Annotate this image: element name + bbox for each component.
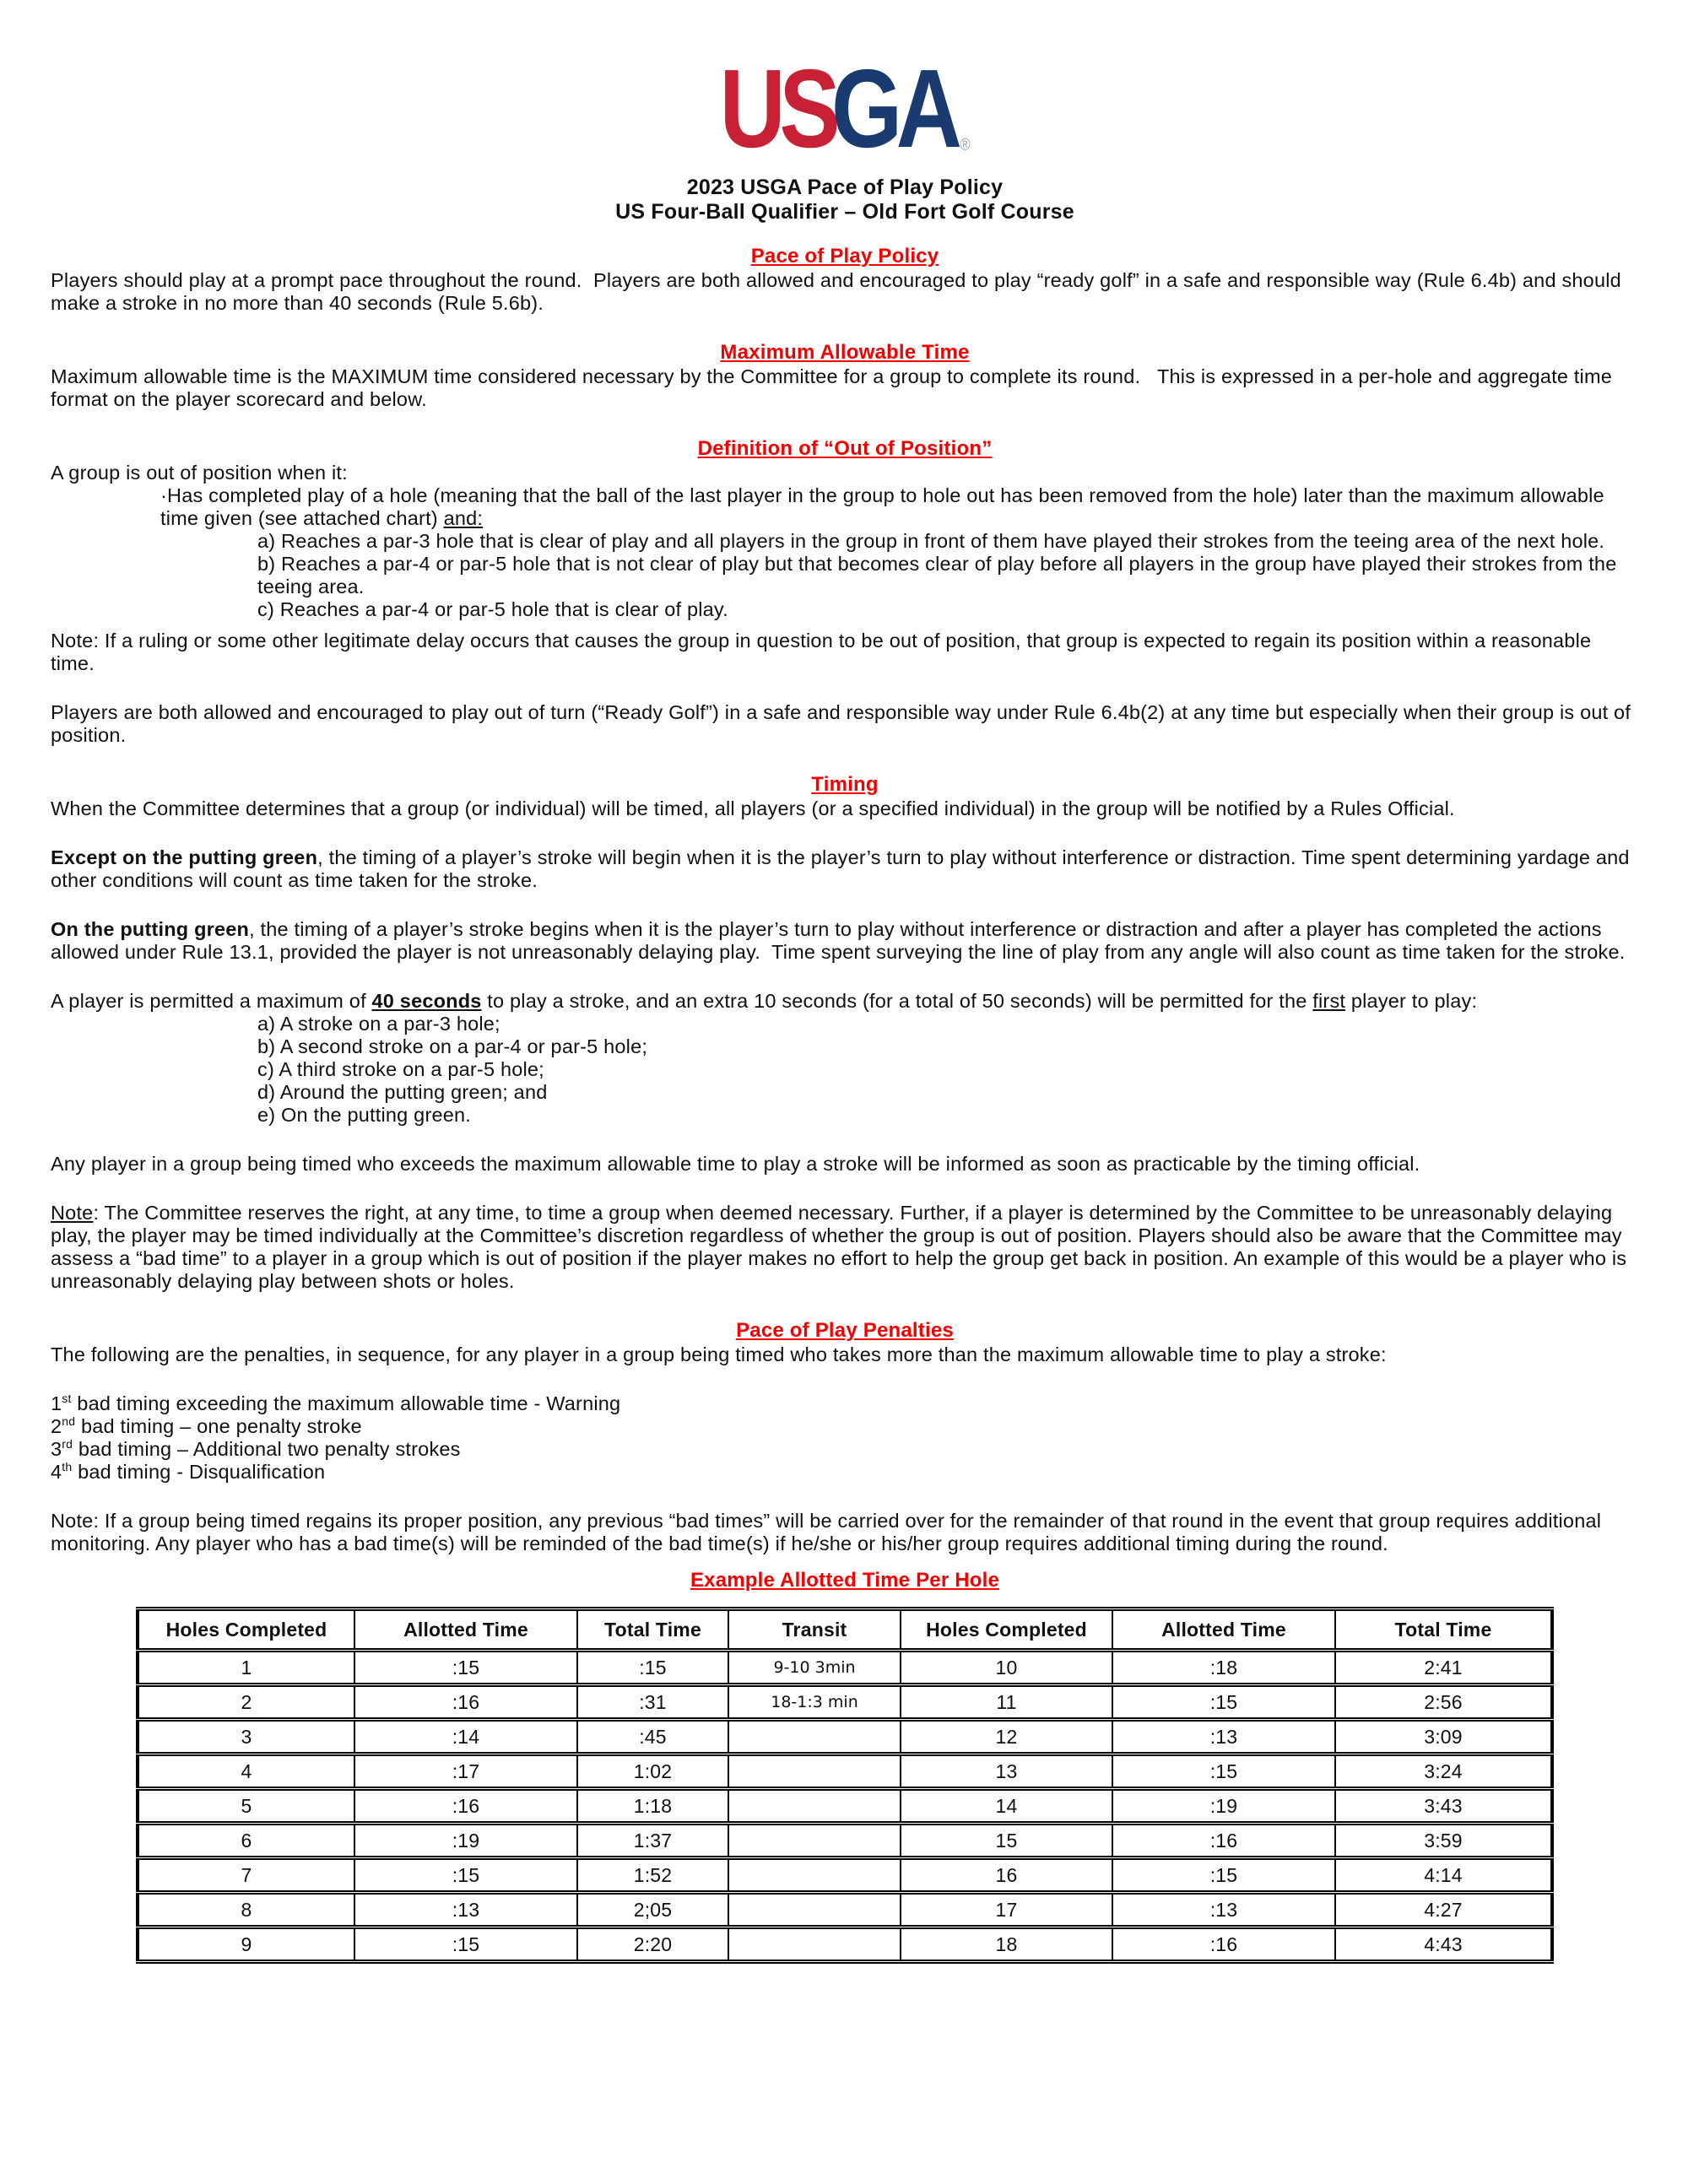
page-subtitle: US Four-Ball Qualifier – Old Fort Golf Course <box>615 200 1074 224</box>
heading-maximum-allowable-time: Maximum Allowable Time <box>720 341 970 364</box>
except-green-rest: , the timing of a player’s stroke will begin when it is the player’s turn to play without interference or distraction. Time spent determining yardage and other conditions will count as time taken for the stroke. <box>51 846 1636 891</box>
on-green-lead: On the putting green <box>51 918 250 940</box>
table-cell: 3:24 <box>1335 1754 1552 1789</box>
table-row <box>138 1789 1552 1824</box>
table-cell: 1:18 <box>577 1789 728 1824</box>
penalties-intro: The following are the penalties, in sequence, for any player in a group being timed who takes more than the maximum allowable time to play a stroke: <box>51 1343 1387 1365</box>
table-cell: 3 <box>138 1720 354 1754</box>
table-cell: 2:41 <box>1335 1651 1552 1685</box>
allotted-time-table <box>136 1607 1554 1964</box>
table-cell: 4 <box>138 1754 354 1789</box>
table-row <box>138 1927 1552 1962</box>
table-cell: :13 <box>1112 1720 1335 1754</box>
timing-item-d: d) Around the putting green; and <box>257 1081 548 1103</box>
col-header-total-time: Total Time <box>577 1609 728 1651</box>
table-cell: 9-10 3min <box>728 1651 901 1685</box>
table-cell: :31 <box>577 1685 728 1720</box>
penalty-text: bad timing exceeding the maximum allowable time - Warning <box>71 1392 621 1414</box>
penalty-number: 1 <box>51 1392 62 1414</box>
penalty-number: 3 <box>51 1438 62 1460</box>
table-cell: 1:02 <box>577 1754 728 1789</box>
table-cell <box>728 1754 901 1789</box>
table-cell: 1:37 <box>577 1824 728 1858</box>
table-cell: 2;05 <box>577 1893 728 1927</box>
usga-logo <box>51 46 1639 171</box>
timing-intro: When the Committee determines that a group (or individual) will be timed, all players (or a specified individual) in the group will be notified by a Rules Official. <box>51 797 1455 819</box>
penalty-number: 2 <box>51 1415 62 1437</box>
logo-ga-letters: GA <box>830 46 956 171</box>
table-cell: 4:43 <box>1335 1927 1552 1962</box>
table-cell: 6 <box>138 1824 354 1858</box>
penalty-ordinal: nd <box>62 1414 76 1429</box>
penalty-line-1 <box>51 1392 1639 1415</box>
table-cell <box>728 1893 901 1927</box>
heading-timing: Timing <box>811 773 879 796</box>
table-row <box>138 1720 1552 1754</box>
out-of-position-item-c: c) Reaches a par-4 or par-5 hole that is clear of play. <box>257 598 728 620</box>
table-cell: 3:09 <box>1335 1720 1552 1754</box>
heading-example-allotted-time: Example Allotted Time Per Hole <box>690 1569 1000 1592</box>
timing-on-green <box>51 918 1639 964</box>
table-cell: :15 <box>1112 1754 1335 1789</box>
col-header-allotted-time: Allotted Time <box>354 1609 577 1651</box>
table-cell: 13 <box>901 1754 1112 1789</box>
table-cell <box>728 1927 901 1962</box>
table-cell: 10 <box>901 1651 1112 1685</box>
table-row <box>138 1685 1552 1720</box>
timing-item-b: b) A second stroke on a par-4 or par-5 hole; <box>257 1035 648 1057</box>
timing-item-e: e) On the putting green. <box>257 1104 472 1126</box>
bullet-text: ·Has completed play of a hole (meaning that the ball of the last player in the group to hole out has been removed from the hole) later than the maximum allowable time given (see attached chart) <box>160 484 1610 529</box>
table-cell: :16 <box>1112 1927 1335 1962</box>
forty-seconds-emphasis: 40 seconds <box>371 990 482 1012</box>
table-cell: 7 <box>138 1858 354 1893</box>
table-cell: :15 <box>354 1651 577 1685</box>
table-cell <box>728 1824 901 1858</box>
forty-pre: A player is permitted a maximum of <box>51 990 372 1012</box>
table-cell: :45 <box>577 1720 728 1754</box>
table-cell: 9 <box>138 1927 354 1962</box>
table-cell: 14 <box>901 1789 1112 1824</box>
table-cell: :19 <box>354 1824 577 1858</box>
table-cell: :17 <box>354 1754 577 1789</box>
note-lead-underlined: Note <box>51 1202 94 1224</box>
ready-golf-paragraph: Players are both allowed and encouraged to play out of turn (“Ready Golf”) in a safe and responsible way under Rule 6.4b(2) at any time but especially when their group is out of position. <box>51 701 1637 746</box>
table-cell: :16 <box>354 1685 577 1720</box>
table-cell: :15 <box>1112 1685 1335 1720</box>
table-cell: 3:43 <box>1335 1789 1552 1824</box>
table-cell: :18 <box>1112 1651 1335 1685</box>
table-cell: 15 <box>901 1824 1112 1858</box>
table-cell: 12 <box>901 1720 1112 1754</box>
timing-except-green <box>51 846 1639 892</box>
table-cell: 4:14 <box>1335 1858 1552 1893</box>
penalty-ordinal: rd <box>62 1437 73 1451</box>
table-cell: :16 <box>354 1789 577 1824</box>
penalty-number: 4 <box>51 1461 62 1483</box>
table-cell: :13 <box>354 1893 577 1927</box>
table-row <box>138 1858 1552 1893</box>
first-underlined: first <box>1312 990 1346 1012</box>
timing-informed-paragraph: Any player in a group being timed who exceeds the maximum allowable time to play a stroke will be informed as soon as practicable by the timing official. <box>51 1153 1420 1175</box>
timing-forty-seconds <box>51 990 1639 1013</box>
table-cell <box>728 1720 901 1754</box>
table-cell: :15 <box>354 1858 577 1893</box>
timing-note <box>51 1202 1639 1293</box>
bullet-and-underlined: and: <box>443 507 484 529</box>
penalty-line-3 <box>51 1438 1639 1461</box>
penalty-ordinal: th <box>62 1460 73 1474</box>
forty-post: player to play: <box>1345 990 1478 1012</box>
page-title: 2023 USGA Pace of Play Policy <box>686 176 1004 199</box>
max-time-paragraph: Maximum allowable time is the MAXIMUM time considered necessary by the Committee for a group to complete its round. This is expressed in a per-hole and aggregate time format on the player scorecard and below. <box>51 365 1618 410</box>
registered-trademark-icon: ® <box>960 136 971 154</box>
table-cell: 18-1:3 min <box>728 1685 901 1720</box>
penalty-line-2 <box>51 1415 1639 1438</box>
table-cell: :15 <box>1112 1858 1335 1893</box>
pace-policy-paragraph: Players should play at a prompt pace throughout the round. Players are both allowed and encouraged to play “ready golf” in a safe and responsible way (Rule 6.4b) and should make a stroke in no more than 40 seconds (Rule 5.6b). <box>51 269 1627 314</box>
col-header-transit: Transit <box>728 1609 901 1651</box>
table-cell: :19 <box>1112 1789 1335 1824</box>
table-cell: :13 <box>1112 1893 1335 1927</box>
out-of-position-intro: A group is out of position when it: <box>51 462 348 484</box>
penalty-text: bad timing - Disqualification <box>72 1461 326 1483</box>
table-cell: 5 <box>138 1789 354 1824</box>
table-cell: :15 <box>577 1651 728 1685</box>
heading-pace-of-play-policy: Pace of Play Policy <box>750 245 939 268</box>
table-cell: 11 <box>901 1685 1112 1720</box>
out-of-position-bullet <box>51 484 1639 530</box>
penalty-text: bad timing – one penalty stroke <box>75 1415 362 1437</box>
table-row <box>138 1651 1552 1685</box>
note-rest: : The Committee reserves the right, at any time, to time a group when deemed necessary. Further, if a player is determined by the Committee to be unreasonably delaying play, the player may be timed individually at the Committee’s discretion regardless of whether the group is out of position. Players should also be aware that the Committee may assess a “bad time” to a player in a group which is out of position if the player makes no effort to help the group get back in position. An example of this would be a player who is unreasonably delaying play between shots or holes. <box>51 1202 1632 1292</box>
table-cell: 2:20 <box>577 1927 728 1962</box>
table-cell: 1:52 <box>577 1858 728 1893</box>
heading-out-of-position: Definition of “Out of Position” <box>697 437 993 460</box>
table-cell: 17 <box>901 1893 1112 1927</box>
table-cell: :15 <box>354 1927 577 1962</box>
penalty-text: bad timing – Additional two penalty strokes <box>73 1438 461 1460</box>
timing-item-c: c) A third stroke on a par-5 hole; <box>257 1058 544 1080</box>
usga-wordmark <box>719 46 971 171</box>
table-cell: 2:56 <box>1335 1685 1552 1720</box>
table-row <box>138 1893 1552 1927</box>
table-cell: 4:27 <box>1335 1893 1552 1927</box>
penalty-ordinal: st <box>62 1392 72 1406</box>
out-of-position-item-a: a) Reaches a par-3 hole that is clear of play and all players in the group in front of them have played their strokes from the teeing area of the next hole. <box>257 530 1605 552</box>
table-cell: 2 <box>138 1685 354 1720</box>
table-row <box>138 1824 1552 1858</box>
table-cell <box>728 1789 901 1824</box>
on-green-rest: , the timing of a player’s stroke begins when it is the player’s turn to play without interference or distraction and after a player has completed the actions allowed under Rule 13.1, provided the player is not unreasonably delaying play. Time spent surveying the line of play from any angle will also count as time taken for the stroke. <box>51 918 1626 963</box>
penalty-line-4 <box>51 1461 1639 1484</box>
forty-mid: to play a stroke, and an extra 10 seconds (for a total of 50 seconds) will be permitted for the <box>481 990 1313 1012</box>
logo-us-letters: US <box>719 46 835 171</box>
table-cell: :14 <box>354 1720 577 1754</box>
table-cell: 8 <box>138 1893 354 1927</box>
col-header-total-time: Total Time <box>1335 1609 1552 1651</box>
col-header-holes-completed: Holes Completed <box>901 1609 1112 1651</box>
table-row <box>138 1754 1552 1789</box>
out-of-position-item-b: b) Reaches a par-4 or par-5 hole that is not clear of play but that becomes clear of play before all players in the group have played their strokes from the teeing area. <box>257 553 1623 597</box>
out-of-position-note: Note: If a ruling or some other legitimate delay occurs that causes the group in question to be out of position, that group is expected to regain its position within a reasonable time. <box>51 630 1598 674</box>
except-green-lead: Except on the putting green <box>51 846 318 868</box>
table-cell: 16 <box>901 1858 1112 1893</box>
penalties-note: Note: If a group being timed regains its proper position, any previous “bad times” will be carried over for the remainder of that round in the event that group requires additional monitoring. Any player who has a bad time(s) will be reminded of the bad time(s) if he/she or his/her group requires additional timing during the round. <box>51 1510 1607 1554</box>
col-header-allotted-time: Allotted Time <box>1112 1609 1335 1651</box>
col-header-holes-completed: Holes Completed <box>138 1609 354 1651</box>
table-cell: 1 <box>138 1651 354 1685</box>
table-cell: :16 <box>1112 1824 1335 1858</box>
timing-item-a: a) A stroke on a par-3 hole; <box>257 1013 500 1035</box>
heading-pace-of-play-penalties: Pace of Play Penalties <box>736 1319 954 1342</box>
table-cell: 3:59 <box>1335 1824 1552 1858</box>
table-cell: 18 <box>901 1927 1112 1962</box>
table-header-row <box>138 1609 1552 1651</box>
table-cell <box>728 1858 901 1893</box>
